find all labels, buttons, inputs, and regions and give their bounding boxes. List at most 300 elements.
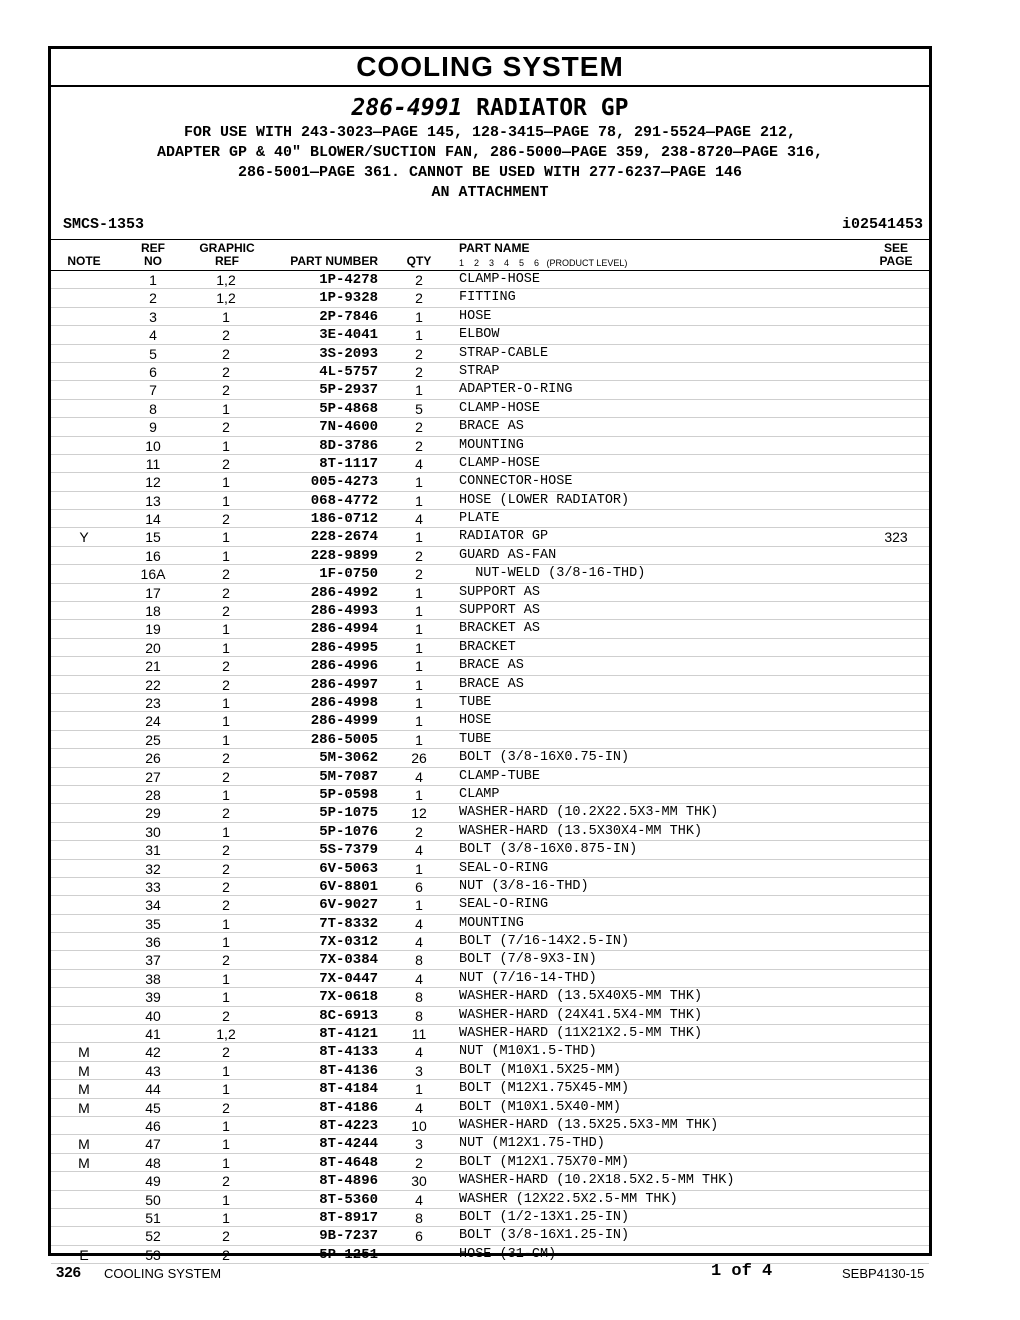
qty-cell: 8 [415,952,423,969]
ref-no-cell: 27 [145,768,161,785]
part-number-cell: 228-9899 [310,547,378,564]
part-name-cell: SEAL-O-RING [459,897,549,913]
graphic-ref-cell: 2 [222,1099,230,1116]
part-number-cell: 8D-3786 [319,437,378,454]
part-name-cell: NUT (7/16-14-THD) [459,970,597,986]
table-row [51,1154,929,1172]
qty-cell: 11 [411,1026,427,1043]
graphic-ref-cell: 1 [222,621,230,638]
ref-no-cell: 11 [145,455,161,472]
qty-cell: 6 [415,1228,423,1245]
table-row [51,1117,929,1135]
part-number-cell: 5P-1075 [319,805,378,822]
ref-no-cell: 12 [145,474,161,491]
ref-no-cell: 23 [145,694,161,711]
table-row [51,786,929,804]
note-cell: E [79,1246,89,1263]
part-name-cell: CLAMP-HOSE [459,272,541,287]
ref-no-cell: 43 [145,1062,161,1079]
part-number-cell: 5P-4868 [319,400,378,417]
ref-no-cell: 53 [145,1246,161,1263]
part-number-cell: 5M-3062 [319,750,378,767]
graphic-ref-cell: 1 [222,1209,230,1226]
ref-no-cell: 19 [145,621,161,638]
ref-no-cell: 42 [145,1044,161,1061]
table-row [51,749,929,767]
ref-no-cell: 36 [145,934,161,951]
graphic-ref-cell: 2 [222,768,230,785]
graphic-ref-cell: 1 [222,547,230,564]
usage-line: AN ATTACHMENT [431,184,549,201]
part-number-cell: 005-4273 [310,474,378,491]
part-name-cell: BOLT (3/8-16X1.25-IN) [459,1228,630,1244]
part-name-cell: MOUNTING [459,437,524,453]
graphic-ref-cell: 1 [222,731,230,748]
ref-no-cell: 38 [145,970,161,987]
qty-cell: 3 [415,1062,423,1079]
group-name: RADIATOR GP [476,95,629,121]
part-number-cell: 4L-5757 [319,363,378,380]
table-row [51,437,929,455]
part-number-cell: 068-4772 [310,492,378,509]
col-qty: QTY [406,254,432,268]
ref-no-cell: 45 [145,1099,161,1116]
qty-cell: 8 [415,989,423,1006]
ref-no-cell: 18 [145,603,161,620]
table-row [51,988,929,1006]
part-name-cell: SUPPORT AS [459,603,541,619]
graphic-ref-cell: 1 [222,639,230,656]
graphic-ref-cell: 1,2 [216,272,236,288]
qty-cell: 2 [415,345,423,362]
qty-cell: 1 [415,327,423,344]
part-name-cell: PLATE [459,511,500,527]
graphic-ref-cell: 1 [222,492,230,509]
part-name-cell: WASHER-HARD (13.5X25.5X3-MM THK) [459,1117,719,1133]
graphic-ref-cell: 2 [222,363,230,380]
graphic-ref-cell: 1 [222,786,230,803]
qty-cell: 4 [415,934,423,951]
ref-no-cell: 25 [145,731,161,748]
graphic-ref-cell: 2 [222,952,230,969]
ref-no-cell: 35 [145,915,161,932]
part-name-cell: CLAMP-HOSE [459,455,541,471]
graphic-ref-cell: 1,2 [216,290,236,307]
qty-cell: 1 [415,529,423,546]
part-number-cell: 1P-4278 [319,272,378,288]
ref-no-cell: 39 [145,989,161,1006]
qty-cell: 4 [415,1044,423,1061]
table-row [51,951,929,969]
column-headers [51,240,929,271]
qty-cell: 1 [415,786,423,803]
qty-cell: 4 [415,1099,423,1116]
table-row [51,731,929,749]
table-row [51,915,929,933]
col-ref-top: REF [141,241,165,255]
qty-cell: 1 [415,492,423,509]
part-name-cell: RADIATOR GP [459,529,549,545]
part-name-cell: BOLT (3/8-16X0.75-IN) [459,750,630,766]
part-name-cell: BOLT (7/16-14X2.5-IN) [459,934,630,950]
table-row [51,271,929,289]
graphic-ref-cell: 1 [222,437,230,454]
qty-cell: 30 [411,1173,427,1190]
qty-cell: 1 [415,308,423,325]
part-number-cell: 1F-0750 [319,566,378,583]
ref-no-cell: 51 [145,1209,161,1226]
page-footer [56,1264,936,1288]
part-name-cell: WASHER-HARD (10.2X22.5X3-MM THK) [459,805,719,821]
qty-cell: 4 [415,842,423,859]
ref-no-cell: 30 [145,823,161,840]
part-name-cell: BRACE AS [459,419,524,435]
ref-no-cell: 29 [145,805,161,822]
part-number-cell: 9B-7237 [319,1228,378,1245]
graphic-ref-cell: 2 [222,566,230,583]
footer-section: COOLING SYSTEM [104,1266,222,1281]
ref-no-cell: 44 [145,1081,161,1098]
ref-no-cell: 21 [145,658,161,675]
table-row [51,823,929,841]
qty-cell: 1 [415,621,423,638]
part-number-cell: 5S-7379 [319,842,378,859]
qty-cell: 4 [415,455,423,472]
ref-no-cell: 13 [145,492,161,509]
qty-cell: 2 [415,1154,423,1171]
table-row [51,455,929,473]
part-number-cell: 8T-4244 [319,1136,378,1153]
table-row [51,933,929,951]
graphic-ref-cell: 1 [222,713,230,730]
qty-cell: 1 [415,860,423,877]
graphic-ref-cell: 2 [222,382,230,399]
table-row [51,860,929,878]
part-number-cell: 6V-8801 [319,878,378,895]
table-row [51,1080,929,1098]
ref-no-cell: 34 [145,897,161,914]
illustration-id: i02541453 [841,216,923,233]
qty-cell: 2 [415,437,423,454]
ref-no-cell: 40 [145,1007,161,1024]
graphic-ref-cell: 2 [222,878,230,895]
qty-cell: 1 [415,694,423,711]
note-cell: M [78,1062,90,1079]
parts-list [51,271,929,1264]
part-number-cell: 5P-2937 [319,382,378,399]
ref-no-cell: 33 [145,878,161,895]
ref-no-cell: 20 [145,639,161,656]
table-row [51,712,929,730]
part-name-cell: NUT (3/8-16-THD) [459,878,589,894]
graphic-ref-cell: 1 [222,1117,230,1134]
graphic-ref-cell: 1,2 [216,1026,236,1043]
qty-cell: 2 [415,290,423,307]
graphic-ref-cell: 2 [222,805,230,822]
part-number-cell: 8T-5360 [319,1191,378,1208]
table-row [51,841,929,859]
part-name-cell: STRAP-CABLE [459,345,549,361]
qty-cell: 4 [415,915,423,932]
part-name-cell: BRACE AS [459,676,524,692]
part-name-cell: WASHER-HARD (13.5X40X5-MM THK) [459,989,703,1005]
qty-cell: 8 [415,1007,423,1024]
graphic-ref-cell: 2 [222,511,230,528]
ref-no-cell: 22 [145,676,161,693]
qty-cell: 5 [415,400,423,417]
ref-no-cell: 16A [140,566,166,583]
qty-cell: 1 [415,603,423,620]
part-number-cell: 5P-1251 [319,1246,378,1263]
note-cell: M [78,1099,90,1116]
table-row [51,289,929,307]
table-row [51,804,929,822]
part-number-cell: 8T-4184 [319,1081,378,1098]
part-name-cell: BRACKET [459,639,516,655]
part-number-cell: 286-4995 [310,639,378,656]
graphic-ref-cell: 2 [222,842,230,859]
table-row [51,492,929,510]
table-row [51,584,929,602]
footer-page-number: 326 [56,1264,82,1281]
col-part-number: PART NUMBER [290,254,378,268]
ref-no-cell: 16 [145,547,161,564]
table-row [51,400,929,418]
qty-cell: 4 [415,768,423,785]
graphic-ref-cell: 1 [222,1136,230,1153]
part-name-cell: BOLT (M12X1.75X45-MM) [459,1081,630,1097]
part-name-cell: WASHER-HARD (13.5X30X4-MM THK) [459,823,703,839]
qty-cell: 1 [415,382,423,399]
ref-no-cell: 7 [149,382,157,399]
col-note: NOTE [67,254,101,268]
part-name-cell: NUT (M12X1.75-THD) [459,1136,605,1152]
part-name-cell: BOLT (3/8-16X0.875-IN) [459,842,638,858]
graphic-ref-cell: 2 [222,419,230,436]
ref-no-cell: 15 [145,529,161,546]
table-row [51,970,929,988]
qty-cell: 8 [415,1209,423,1226]
part-number-cell: 7N-4600 [319,419,378,436]
part-number-cell: 286-4998 [310,694,378,711]
part-name-cell: BOLT (M10X1.5X40-MM) [459,1099,622,1115]
part-name-cell: WASHER-HARD (24X41.5X4-MM THK) [459,1007,703,1023]
note-cell: M [78,1154,90,1171]
qty-cell: 1 [415,713,423,730]
part-number-cell: 8T-4223 [319,1117,378,1134]
table-row [51,1227,929,1245]
graphic-ref-cell: 1 [222,474,230,491]
graphic-ref-cell: 2 [222,455,230,472]
graphic-ref-cell: 2 [222,676,230,693]
part-number-cell: 7T-8332 [319,915,378,932]
graphic-ref-cell: 1 [222,308,230,325]
part-number-cell: 8T-4121 [319,1026,378,1043]
note-cell: Y [79,529,89,546]
ref-no-cell: 52 [145,1228,161,1245]
graphic-ref-cell: 2 [222,1228,230,1245]
col-graphic-bottom: REF [215,254,239,268]
table-row [51,473,929,491]
parts-page-frame [48,46,932,1263]
ref-no-cell: 49 [145,1173,161,1190]
qty-cell: 4 [415,970,423,987]
part-name-cell: BOLT (M12X1.75X70-MM) [459,1154,630,1170]
ref-no-cell: 32 [145,860,161,877]
part-number-cell: 8T-4648 [319,1154,378,1171]
table-row [51,345,929,363]
qty-cell: 2 [415,566,423,583]
group-part-number: 286-4991 [351,95,463,121]
graphic-ref-cell: 2 [222,1173,230,1190]
ref-no-cell: 8 [149,400,157,417]
qty-cell: 4 [415,511,423,528]
part-name-cell: HOSE (LOWER RADIATOR) [459,492,630,508]
table-row [51,528,929,546]
table-row [51,565,929,583]
part-name-cell: BOLT (7/8-9X3-IN) [459,952,597,968]
qty-cell: 2 [415,363,423,380]
section-title: COOLING SYSTEM [51,49,929,87]
ref-no-cell: 26 [145,750,161,767]
qty-cell: 1 [415,658,423,675]
part-name-cell: HOSE (31-CM) [459,1246,557,1262]
qty-cell: 1 [415,1081,423,1098]
table-row [51,1025,929,1043]
part-number-cell: 8T-1117 [319,455,378,472]
part-name-cell: NUT-WELD (3/8-16-THD) [459,566,646,582]
table-row [51,768,929,786]
see-page-cell: 323 [884,529,908,546]
part-number-cell: 7X-0312 [319,934,378,951]
note-cell: M [78,1081,90,1098]
table-row [51,381,929,399]
col-graphic-top: GRAPHIC [199,241,255,255]
part-number-cell: 6V-5063 [319,860,378,877]
part-number-cell: 286-5005 [310,731,378,748]
usage-line: 286-5001—PAGE 361. CANNOT BE USED WITH 277-6237—PAGE 146 [237,164,743,181]
part-name-cell: MOUNTING [459,915,524,931]
table-row [51,896,929,914]
ref-no-cell: 14 [145,511,161,528]
ref-no-cell: 4 [149,327,157,344]
part-name-cell: STRAP [459,363,500,379]
part-name-cell: CLAMP-TUBE [459,768,541,784]
part-number-cell: 186-0712 [310,511,378,528]
qty-cell: 12 [411,805,427,822]
part-name-cell: GUARD AS-FAN [459,547,557,563]
graphic-ref-cell: 1 [222,1154,230,1171]
table-row [51,510,929,528]
part-number-cell: 286-4999 [310,713,378,730]
part-name-cell: WASHER (12X22.5X2.5-MM THK) [459,1191,678,1207]
table-row [51,1043,929,1061]
part-name-cell: BRACE AS [459,658,524,674]
graphic-ref-cell: 1 [222,400,230,417]
table-row [51,1191,929,1209]
part-number-cell: 6V-9027 [319,897,378,914]
part-name-cell: ADAPTER-O-RING [459,382,573,398]
group-header [51,93,929,240]
ref-no-cell: 3 [149,308,157,325]
graphic-ref-cell: 1 [222,694,230,711]
part-name-cell: TUBE [459,731,492,747]
part-number-cell: 286-4993 [310,603,378,620]
graphic-ref-cell: 1 [222,1191,230,1208]
usage-line: FOR USE WITH 243-3023—PAGE 145, 128-3415—PAGE 78, 291-5524—PAGE 212, [183,124,797,141]
ref-no-cell: 9 [149,419,157,436]
table-row [51,1099,929,1117]
qty-cell: 2 [415,823,423,840]
ref-no-cell: 6 [149,363,157,380]
part-name-cell: FITTING [459,290,516,306]
part-number-cell: 286-4994 [310,621,378,638]
graphic-ref-cell: 2 [222,584,230,601]
part-number-cell: 286-4996 [310,658,378,675]
graphic-ref-cell: 2 [222,1007,230,1024]
usage-line: ADAPTER GP & 40" BLOWER/SUCTION FAN, 286-5000—PAGE 359, 238-8720—PAGE 316, [156,144,824,161]
part-name-cell: ELBOW [459,327,500,343]
part-name-cell: WASHER-HARD (11X21X2.5-MM THK) [459,1026,703,1042]
table-row [51,1172,929,1190]
group-title [51,93,929,123]
part-number-cell: 8C-6913 [319,1007,378,1024]
col-see-top: SEE [883,241,908,255]
table-row [51,1246,929,1264]
qty-cell: 3 [415,1136,423,1153]
table-row [51,418,929,436]
part-number-cell: 3E-4041 [319,327,378,344]
part-number-cell: 2P-7846 [319,308,378,325]
part-number-cell: 286-4992 [310,584,378,601]
table-row [51,657,929,675]
qty-cell: 1 [415,731,423,748]
part-name-cell: BOLT (M10X1.5X25-MM) [459,1062,622,1078]
qty-cell: 10 [411,1117,427,1134]
graphic-ref-cell: 1 [222,529,230,546]
graphic-ref-cell: 1 [222,989,230,1006]
graphic-ref-cell: 2 [222,1044,230,1061]
ref-no-cell: 2 [149,290,157,307]
table-row [51,1209,929,1227]
graphic-ref-cell: 2 [222,603,230,620]
graphic-ref-cell: 1 [222,1081,230,1098]
col-see-bottom: PAGE [879,254,913,268]
part-number-cell: 8T-4186 [319,1099,378,1116]
part-number-cell: 8T-4133 [319,1044,378,1061]
smcs-code: SMCS-1353 [63,216,145,233]
qty-cell: 2 [415,272,423,288]
part-name-cell: SEAL-O-RING [459,860,549,876]
part-number-cell: 228-2674 [310,529,378,546]
part-name-cell: CONNECTOR-HOSE [459,474,573,490]
qty-cell: 1 [415,676,423,693]
part-name-cell: TUBE [459,694,492,710]
part-name-cell: BOLT (1/2-13X1.25-IN) [459,1209,630,1225]
graphic-ref-cell: 1 [222,970,230,987]
ref-no-cell: 50 [145,1191,161,1208]
part-name-cell: BRACKET AS [459,621,541,637]
qty-cell: 1 [415,584,423,601]
ref-no-cell: 5 [149,345,157,362]
table-row [51,363,929,381]
graphic-ref-cell: 1 [222,823,230,840]
table-row [51,326,929,344]
graphic-ref-cell: 1 [222,934,230,951]
table-row [51,547,929,565]
qty-cell: 6 [415,878,423,895]
ref-no-cell: 31 [145,842,161,859]
